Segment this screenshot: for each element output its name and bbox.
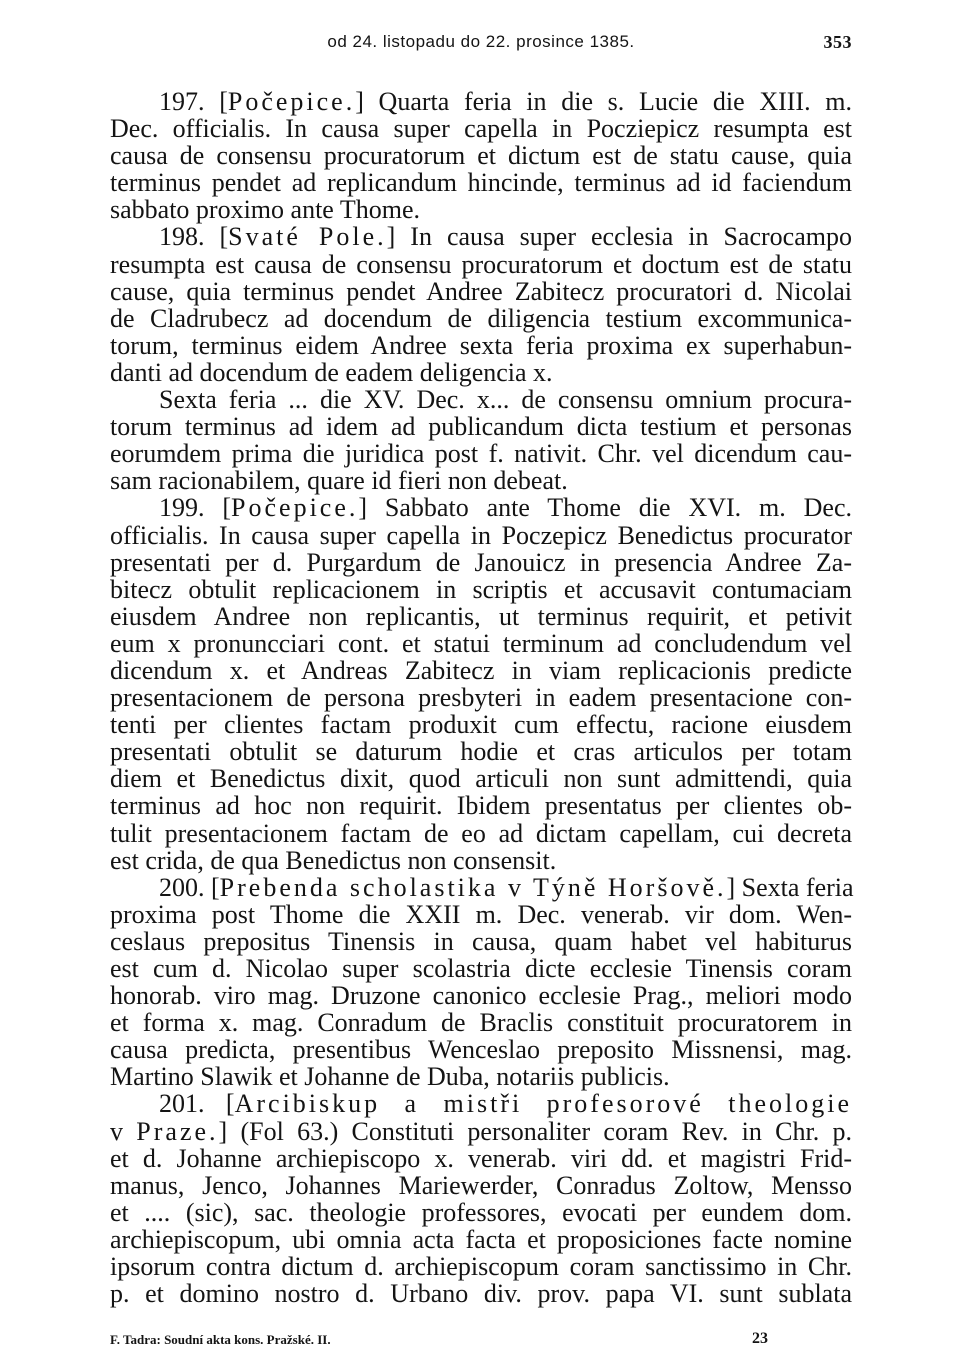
- line-prefix: 198. [: [159, 222, 229, 252]
- text-line: terminus ad hoc non requirit. Ibidem presentatus per clientes ob-: [110, 791, 852, 821]
- text-line: resumpta est causa de consensu procuratorum et doctum est de statu: [110, 249, 852, 279]
- line-suffix: ] Sabbato ante Thome die XVI. m. Dec.: [358, 493, 852, 523]
- text-line: sabbato proximo ante Thome.: [110, 195, 421, 225]
- line-prefix: 199. [: [159, 493, 232, 523]
- footer: [110, 1330, 768, 1352]
- running-head: [110, 32, 852, 62]
- text-line: Martino Slawik et Johanne de Duba, notariis publicis.: [110, 1062, 670, 1092]
- line-suffix: ] (Fol 63.) Constituti personaliter coram Rev. in Chr. p.: [218, 1116, 853, 1146]
- text-line: danti ad docendum de eadem deligencia x.: [110, 357, 553, 387]
- text-line: eorumdem prima die juridica post f. nativit. Chr. vel dicendum cau-: [110, 439, 852, 469]
- signature-mark: 23: [752, 1330, 768, 1347]
- text-line: proxima post Thome die XXII m. Dec. venerab. vir dom. Wen-: [110, 899, 852, 929]
- running-head-title: od 24. listopadu do 22. prosince 1385.: [327, 32, 635, 51]
- text-line: dicendum x. et Andreas Zabitecz in viam replicacionis predicte: [110, 655, 852, 685]
- text-line: terminus pendet ad replicandum hincinde, terminus ad id faciendum: [110, 168, 852, 198]
- text-line: est crida, de qua Benedictus non consensit.: [110, 845, 557, 875]
- text-line: [110, 88, 852, 115]
- text-line: [110, 874, 852, 901]
- text-line: ipsorum contra dictum d. archiepiscopum coram sanctissimo in Chr.: [110, 1252, 852, 1282]
- line-prefix: 200. [: [159, 872, 220, 902]
- text-line: eum x pronuncciari cont. et statui terminum ad concludendum vel: [110, 628, 852, 658]
- text-line: causa de consensu procuratorum et dictum est de statu cause, quia: [110, 141, 852, 171]
- footer-citation: F. Tadra: Soudní akta kons. Pražské. II.: [110, 1332, 331, 1347]
- text-line: [110, 223, 852, 250]
- text-line: presentacionem de persona presbyteri in eadem presentacione con-: [110, 683, 852, 713]
- text-line: archiepiscopum, ubi omnia acta facta et proposiciones facte nomine: [110, 1224, 852, 1254]
- text-line: [110, 1090, 852, 1117]
- text-line: eiusdem Andree non replicantis, ut terminus requirit, et petivit: [110, 601, 852, 631]
- text-line: tulit presentacionem factam de eo ad dictam capellam, cui decreta: [110, 818, 852, 848]
- line-prefix: 197. [: [159, 87, 228, 116]
- text-line: torum terminus ad idem ad publicandum dicta testium et personas: [110, 412, 852, 442]
- spaced-heading: Počepice.: [231, 493, 359, 523]
- text-line: honorab. viro mag. Druzone canonico ecclesie Prag., meliori modo: [110, 981, 852, 1011]
- text-line: cause, quia terminus pendet Andree Zabitecz procuratori d. Nicolai: [110, 276, 852, 306]
- page-number: 353: [823, 32, 852, 52]
- line-suffix: ] In causa super ecclesia in Sacrocampo: [386, 222, 852, 252]
- spaced-heading: Arcibiskup a mistři profesorové theologie: [234, 1089, 852, 1119]
- spaced-heading: Prebenda scholastika v Týně Horšově.: [219, 872, 727, 902]
- text-line: et .... (sic), sac. theologie professores, evocati per eundem dom.: [110, 1197, 852, 1227]
- line-suffix: ] Quarta feria in die s. Lucie die XIII. m.: [355, 87, 852, 116]
- text-line: manus, Jenco, Johannes Mariewerder, Conradus Zoltow, Mensso: [110, 1170, 852, 1200]
- text-line: Sexta feria ... die XV. Dec. x... de consensu omnium procura-: [159, 385, 852, 415]
- text-line: [110, 1118, 852, 1145]
- text-line: presentati obtulit se daturum hodie et cras articulos per totam: [110, 737, 852, 767]
- text-line: p. et domino nostro d. Urbano div. prov. papa VI. sunt sublata: [110, 1279, 852, 1309]
- spaced-heading: Svaté Pole.: [228, 222, 387, 252]
- text-line: [110, 494, 852, 521]
- text-line: torum, terminus eidem Andree sexta feria proxima ex superhabun-: [110, 330, 852, 360]
- spaced-heading: Praze.: [136, 1116, 219, 1146]
- text-line: causa predicta, presentibus Wenceslao preposito Missnensi, mag.: [110, 1035, 852, 1065]
- text-line: de Cladrubecz ad docendum de diligencia testium excommunica-: [110, 303, 852, 333]
- line-prefix: 201. [: [159, 1089, 235, 1119]
- text-line: presentati per d. Purgardum de Janouicz in presencia Andree Za-: [110, 547, 852, 577]
- spaced-heading: Počepice.: [227, 87, 356, 116]
- text-line: Dec. officialis. In causa super capella in Pocziepicz resumpta est: [110, 114, 852, 144]
- text-line: tenti per clientes factam produxit cum effectu, racione eiusdem: [110, 710, 852, 740]
- line-suffix: ] Sexta feria: [726, 872, 854, 902]
- text-line: sam racionabilem, quare id fieri non debeat.: [110, 466, 568, 496]
- text-line: ceslaus prepositus Tinensis in causa, quam habet vel habiturus: [110, 926, 852, 956]
- text-line: et d. Johanne archiepiscopo x. venerab. viri dd. et magistri Frid-: [110, 1143, 852, 1173]
- text-line: et forma x. mag. Conradum de Braclis constituit procuratorem in: [110, 1008, 852, 1038]
- text-line: bitecz obtulit replicacionem in scriptis et accusavit contumaciam: [110, 574, 852, 604]
- body-text: [110, 88, 852, 1307]
- text-line: officialis. In causa super capella in Poczepicz Benedictus procurator: [110, 520, 852, 550]
- text-line: est cum d. Nicolao super scolastria dicte ecclesie Tinensis coram: [110, 954, 852, 983]
- line-prefix: v: [110, 1116, 137, 1146]
- text-line: diem et Benedictus dixit, quod articuli non sunt admittendi, quia: [110, 764, 852, 794]
